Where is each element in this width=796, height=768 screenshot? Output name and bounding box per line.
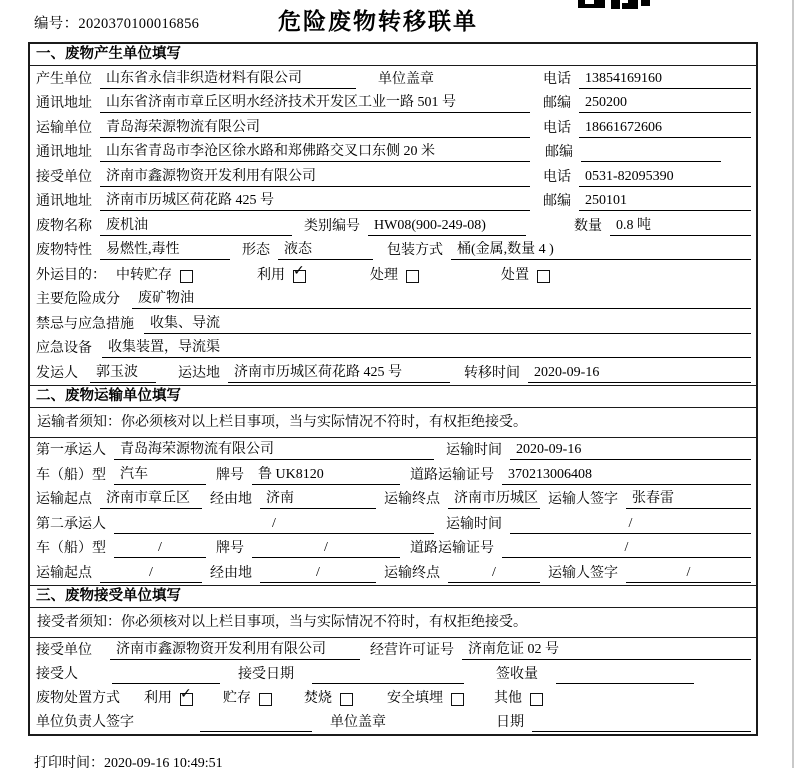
field-label: 电话 [543, 169, 571, 185]
checkbox-unchecked [259, 693, 272, 706]
section-receiver [30, 585, 756, 734]
form-row [30, 189, 756, 214]
field-label: 邮编 [545, 145, 573, 160]
form-row [30, 140, 756, 165]
field-label: 焚烧 [304, 690, 332, 706]
checkbox-unchecked [180, 270, 193, 283]
field-value: 张春雷 [626, 490, 751, 509]
field-value: HW08(900-249-08) [368, 217, 526, 236]
field-value: / [502, 539, 751, 558]
field-label: 单位盖章 [330, 714, 386, 730]
field-label: 运输单位 [36, 120, 92, 136]
field-value: 0.8 吨 [610, 217, 751, 236]
field-label: 经由地 [210, 565, 252, 581]
section-title: 一、废物产生单位填写 [30, 44, 756, 66]
field-value: / [114, 515, 434, 534]
section-producer [30, 44, 756, 385]
field-label: 运输终点 [384, 565, 440, 581]
form-row [30, 638, 756, 662]
field-value: 18661672606 [579, 119, 751, 138]
field-label: 运输人签字 [548, 565, 618, 581]
field-label: 其他 [494, 690, 522, 706]
field-label: 运达地 [178, 365, 220, 381]
field-label: 应急设备 [36, 341, 92, 356]
checkbox-checked [293, 262, 306, 283]
form-row [30, 66, 756, 91]
field-label: 转移时间 [464, 365, 520, 381]
field-value: 山东省永信非织造材料有限公司 [100, 70, 356, 89]
field-value: / [114, 539, 206, 558]
field-label: 接受人 [36, 666, 78, 682]
field-value: / [252, 539, 400, 558]
doc-number-label: 编号： [34, 16, 79, 32]
field-label: 主要危险成分 [36, 292, 120, 307]
field-label: 禁忌与应急措施 [36, 316, 134, 332]
window-edge-line [792, 0, 794, 768]
checkbox-checked [180, 685, 193, 706]
field-value: 济南危证 02 号 [462, 641, 751, 660]
field-value: 370213006408 [502, 466, 751, 485]
form-row [30, 511, 756, 536]
form-row [30, 360, 756, 385]
field-value: / [626, 564, 751, 583]
section-title: 三、废物接受单位填写 [30, 586, 756, 608]
form-row [30, 311, 756, 336]
form-row [30, 287, 756, 312]
checkbox-unchecked [537, 270, 550, 283]
field-value: 济南 [260, 490, 376, 509]
field-value [112, 665, 220, 684]
field-value: / [260, 564, 376, 583]
section-transporter [30, 385, 756, 585]
page-title: 危险废物转移联单 [278, 8, 478, 34]
form-row [30, 438, 756, 463]
field-value: 收集、导流 [144, 315, 751, 334]
field-value: 山东省济南市章丘区明水经济技术开发区工业一路 501 号 [100, 94, 530, 113]
page-header [0, 0, 796, 40]
field-value: 13854169160 [579, 70, 751, 89]
field-label: 签收量 [496, 666, 538, 682]
field-label: 安全填埋 [387, 690, 443, 706]
form-row [30, 213, 756, 238]
form-row [30, 164, 756, 189]
print-time [34, 752, 223, 768]
field-value: 济南市章丘区 [100, 490, 202, 509]
field-label: 第一承运人 [36, 443, 106, 458]
field-label: 经营许可证号 [370, 642, 454, 658]
field-label: 处置 [501, 267, 529, 283]
checkbox-unchecked [406, 270, 419, 283]
section-note: 运输者须知：你必须核对以上栏目事项，当与实际情况不符时，有权拒绝接受。 [30, 408, 756, 438]
field-label: 车（船）型 [36, 467, 106, 483]
form-row [30, 336, 756, 361]
qr-code-fragment-icon [578, 0, 652, 10]
field-label: 废物处置方式 [36, 690, 120, 706]
form-row [30, 238, 756, 263]
check-mark-icon: ✓ [293, 262, 305, 279]
field-label: 第二承运人 [36, 516, 106, 532]
form-row [30, 115, 756, 140]
form-row [30, 487, 756, 512]
field-label: 车（船）型 [36, 541, 106, 556]
section-title: 二、废物运输单位填写 [30, 386, 756, 408]
form-row [30, 686, 756, 710]
field-label: 道路运输证号 [410, 541, 494, 556]
field-label: 运输起点 [36, 492, 92, 507]
field-label: 运输终点 [384, 492, 440, 507]
field-label: 利用 [257, 267, 285, 283]
field-label: 电话 [543, 71, 571, 87]
field-value [532, 713, 751, 732]
field-value: 济南市鑫源物资开发利用有限公司 [110, 641, 360, 660]
field-value: 郭玉波 [90, 364, 156, 383]
field-value [312, 665, 464, 684]
field-value: 250200 [579, 94, 751, 113]
field-value: 鲁 UK8120 [252, 466, 400, 485]
field-label: 道路运输证号 [410, 467, 494, 483]
field-label: 单位负责人签字 [36, 714, 134, 730]
field-value: 液态 [278, 241, 373, 260]
field-value: 济南市历城区荷花路 425 号 [228, 364, 450, 383]
field-value: 山东省青岛市李沧区徐水路和郑佛路交叉口东侧 20 米 [100, 143, 530, 162]
doc-number-value: 2020370100016856 [78, 16, 200, 32]
field-label: 电话 [543, 120, 571, 136]
field-value: 桶(金属,数量 4 ) [451, 241, 751, 260]
field-label: 邮编 [543, 96, 571, 111]
field-label: 邮编 [543, 194, 571, 209]
field-value: 青岛海荣源物流有限公司 [114, 441, 434, 460]
field-label: 废物名称 [36, 218, 92, 234]
field-label: 发运人 [36, 365, 78, 381]
check-mark-icon: ✓ [180, 685, 192, 702]
field-label: 产生单位 [36, 71, 92, 87]
field-value: 济南市历城区 [448, 490, 540, 509]
form-row [30, 91, 756, 116]
field-label: 中转贮存 [116, 267, 172, 283]
field-label: 利用 [144, 690, 172, 706]
field-value: / [448, 564, 540, 583]
field-label: 形态 [242, 243, 270, 258]
field-label: 处理 [370, 267, 398, 283]
print-time-label: 打印时间： [34, 756, 104, 768]
field-label: 接受单位 [36, 642, 92, 658]
field-value: 青岛海荣源物流有限公司 [100, 119, 530, 138]
field-label: 经由地 [210, 492, 252, 507]
form-row [30, 262, 756, 287]
checkbox-unchecked [451, 693, 464, 706]
field-value: 易燃性,毒性 [100, 241, 230, 260]
field-value [200, 713, 312, 732]
field-value: 废机油 [100, 217, 292, 236]
field-label: 通讯地址 [36, 96, 92, 111]
field-label: 包装方式 [387, 243, 443, 258]
field-value [581, 143, 721, 162]
field-label: 接受单位 [36, 169, 92, 185]
checkbox-unchecked [340, 693, 353, 706]
field-label: 单位盖章 [378, 71, 434, 87]
field-value: 2020-09-16 [528, 364, 751, 383]
form-row [30, 710, 756, 734]
field-label: 运输时间 [446, 443, 502, 458]
field-label: 运输人签字 [548, 492, 618, 507]
field-value: 2020-09-16 [510, 441, 751, 460]
field-label: 运输起点 [36, 565, 92, 581]
print-time-value: 2020-09-16 10:49:51 [104, 756, 223, 768]
field-value: 收集装置，导流渠 [102, 339, 751, 358]
field-label: 牌号 [216, 467, 244, 483]
form-row [30, 536, 756, 561]
field-label: 外运目的： [36, 267, 106, 283]
field-label: 贮存 [223, 690, 251, 706]
field-label: 类别编号 [304, 218, 360, 234]
field-label: 牌号 [216, 541, 244, 556]
field-label: 运输时间 [446, 516, 502, 532]
field-value: / [510, 515, 751, 534]
field-label: 通讯地址 [36, 145, 92, 160]
field-label: 接受日期 [238, 666, 294, 682]
form-row [30, 462, 756, 487]
manifest-form-table [28, 42, 758, 736]
field-value: 0531-82095390 [579, 168, 751, 187]
checkbox-unchecked [530, 693, 543, 706]
field-value: 济南市历城区荷花路 425 号 [100, 192, 530, 211]
field-value: 废矿物油 [132, 290, 751, 309]
field-value: / [100, 564, 202, 583]
form-row [30, 560, 756, 585]
field-label: 日期 [496, 714, 524, 730]
form-row [30, 662, 756, 686]
field-value: 汽车 [114, 466, 206, 485]
field-label: 废物特性 [36, 243, 92, 258]
field-value: 250101 [579, 192, 751, 211]
section-note: 接受者须知：你必须核对以上栏目事项，当与实际情况不符时，有权拒绝接受。 [30, 608, 756, 638]
field-value: 济南市鑫源物资开发利用有限公司 [100, 168, 530, 187]
field-value [556, 665, 694, 684]
field-label: 数量 [574, 218, 602, 234]
field-label: 通讯地址 [36, 194, 92, 209]
